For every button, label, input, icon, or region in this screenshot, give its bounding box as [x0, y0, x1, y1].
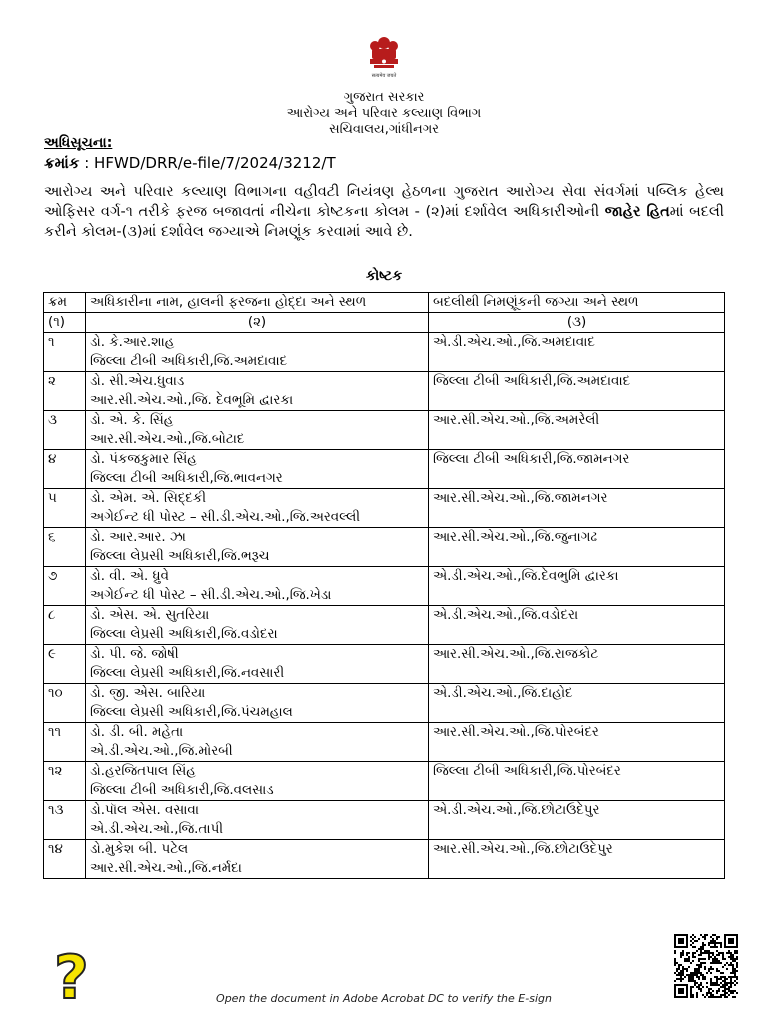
officer-name: ડો. ડી. બી. મહેતા [90, 725, 184, 740]
table-row [44, 801, 725, 840]
row-new-post: આર.સી.એચ.ઓ.,જિ.અમરેલી [429, 411, 725, 450]
officer-current-post: જિલ્લા લેપ્રસી અધિકારી,જિ.ભરૂચ [90, 549, 270, 564]
row-new-post: જિલ્લા ટીબી અધિકારી,જિ.અમદાવાદ [429, 372, 725, 411]
row-officer [86, 606, 429, 645]
row-officer [86, 411, 429, 450]
row-officer [86, 801, 429, 840]
row-serial: ૧૩ [44, 801, 86, 840]
body-text-part2: માં બદલી કરીને કોલમ-(૩)માં દર્શાવેલ જગ્યાએ નિમણૂંક કરવામાં આવે છે. [44, 204, 724, 240]
transfer-table [43, 292, 725, 879]
row-officer [86, 489, 429, 528]
qr-code-icon [674, 934, 738, 998]
table-header-row [44, 293, 725, 313]
officer-name: ડો.પૉલ એસ. વસાવા [90, 803, 200, 818]
row-new-post: આર.સી.એચ.ઓ.,જિ.પોરબંદર [429, 723, 725, 762]
officer-current-post: જિલ્લા લેપ્રસી અધિકારી,જિ.વડોદરા [90, 627, 278, 642]
table-row [44, 840, 725, 879]
table-row [44, 645, 725, 684]
row-serial: ૪ [44, 450, 86, 489]
reference-label: ક્રમાંક [44, 154, 80, 172]
row-serial: ૧ [44, 333, 86, 372]
table-row [44, 762, 725, 801]
reference-value: : HFWD/DRR/e-file/7/2024/3212/T [84, 154, 336, 172]
officer-current-post: એ.ડી.એચ.ઓ.,જિ.તાપી [90, 822, 224, 837]
col-num-2: (૨) [86, 313, 429, 333]
col-num-1: (૧) [44, 313, 86, 333]
row-officer [86, 450, 429, 489]
row-serial: ૧૦ [44, 684, 86, 723]
body-text-bold: જાહેર હિત [604, 204, 670, 220]
officer-name: ડો. એસ. એ. સુતરિયા [90, 608, 210, 623]
row-serial: ૯ [44, 645, 86, 684]
table-row [44, 333, 725, 372]
row-serial: ૧૪ [44, 840, 86, 879]
body-text-part1: આરોગ્ય અને પરિવાર કલ્યાણ વિભાગના વહીવટી નિયંત્રણ હેઠળના ગુજરાત આરોગ્ય સેવા સંવર્ગમાં પબ્લિક હેલ્થ ઓફિસર વર્ગ-૧ તરીકે ફરજ બજાવતાં નીચેના કોષ્ટકના કોલમ - (૨)માં દર્શાવેલ અધિકારીઓની [44, 184, 724, 220]
row-serial: ૧૧ [44, 723, 86, 762]
table-row [44, 372, 725, 411]
esign-verify-note: Open the document in Adobe Acrobat DC to verify the E-sign [216, 992, 552, 1005]
row-serial: ૮ [44, 606, 86, 645]
row-serial: ૩ [44, 411, 86, 450]
officer-current-post: આર.સી.એચ.ઓ.,જિ.બોટાદ [90, 432, 245, 447]
row-officer [86, 528, 429, 567]
table-row [44, 411, 725, 450]
govt-title: ગુજરાત સરકાર [343, 90, 425, 105]
row-officer [86, 840, 429, 879]
header-officer: અધિકારીના નામ, હાલની ફરજના હોદ્દા અને સ્થળ [86, 293, 429, 313]
officer-current-post: આર.સી.એચ.ઓ.,જિ. દેવભૂમિ દ્વારકા [90, 393, 294, 408]
row-serial: ૨ [44, 372, 86, 411]
table-row [44, 606, 725, 645]
officer-name: ડો. એ. કે. સિંહ [90, 413, 174, 428]
row-serial: ૭ [44, 567, 86, 606]
row-officer [86, 645, 429, 684]
row-new-post: જિલ્લા ટીબી અધિકારી,જિ.પોરબંદર [429, 762, 725, 801]
header-new-post: બદલીથી નિમણૂંકની જગ્યા અને સ્થળ [429, 293, 725, 313]
table-row [44, 567, 725, 606]
row-serial: ૫ [44, 489, 86, 528]
table-row [44, 450, 725, 489]
row-officer [86, 684, 429, 723]
department-title: આરોગ્ય અને પરિવાર કલ્યાણ વિભાગ [286, 106, 482, 121]
reference-number [44, 154, 336, 172]
row-new-post: આર.સી.એચ.ઓ.,જિ.જુનાગઢ [429, 528, 725, 567]
table-row [44, 723, 725, 762]
row-new-post: આર.સી.એચ.ઓ.,જિ.જામનગર [429, 489, 725, 528]
column-number-row [44, 313, 725, 333]
officer-current-post: જિલ્લા ટીબી અધિકારી,જિ.ભાવનગર [90, 471, 283, 486]
office-location: સચિવાલય,ગાંધીનગર [329, 122, 439, 137]
officer-current-post: જિલ્લા લેપ્રસી અધિકારી,જિ.નવસારી [90, 666, 285, 681]
officer-name: ડો.મુકેશ બી. પટેલ [90, 842, 189, 857]
national-emblem-icon [362, 34, 406, 80]
officer-current-post: અગેઈન્ટ ધી પોસ્ટ – સી.ડી.એચ.ઓ.,જિ.ખેડા [90, 588, 332, 603]
officer-current-post: અગેઈન્ટ ધી પોસ્ટ – સી.ડી.એચ.ઓ.,જિ.અરવલ્લી [90, 510, 361, 525]
row-officer [86, 333, 429, 372]
officer-current-post: જિલ્લા લેપ્રસી અધિકારી,જિ.પંચમહાલ [90, 705, 293, 720]
row-new-post: એ.ડી.એચ.ઓ.,જિ.વડોદરા [429, 606, 725, 645]
officer-name: ડો.હરજિતપાલ સિંહ [90, 764, 196, 779]
officer-name: ડો. સી.એચ.ધુવાડ [90, 374, 185, 389]
header-serial: ક્રમ [44, 293, 86, 313]
officer-name: ડો. પંકજકુમાર સિંહ [90, 452, 197, 467]
officer-current-post: એ.ડી.એચ.ઓ.,જિ.મોરબી [90, 744, 233, 759]
table-row [44, 528, 725, 567]
officer-name: ડો. આર.આર. ઝા [90, 530, 186, 545]
officer-name: ડો. કે.આર.શાહ [90, 335, 175, 350]
row-officer [86, 762, 429, 801]
notification-label: અધિસૂચના: [44, 135, 113, 151]
row-officer [86, 723, 429, 762]
officer-current-post: જિલ્લા ટીબી અધિકારી,જિ.વલસાડ [90, 783, 274, 798]
row-officer [86, 567, 429, 606]
officer-name: ડો. એમ. એ. સિદ્દકી [90, 491, 207, 506]
row-new-post: એ.ડી.એચ.ઓ.,જિ.દાહોદ [429, 684, 725, 723]
col-num-3: (૩) [429, 313, 725, 333]
row-new-post: આર.સી.એચ.ઓ.,જિ.રાજકોટ [429, 645, 725, 684]
row-new-post: આર.સી.એચ.ઓ.,જિ.છોટાઉદેપુર [429, 840, 725, 879]
row-new-post: એ.ડી.એચ.ઓ.,જિ.અમદાવાદ [429, 333, 725, 372]
officer-name: ડો. પી. જે. જોષી [90, 647, 179, 662]
row-new-post: એ.ડી.એચ.ઓ.,જિ.દેવભુમિ દ્વારકા [429, 567, 725, 606]
table-title: કોષ્ટક [365, 268, 403, 284]
row-new-post: એ.ડી.એચ.ઓ.,જિ.છોટાઉદેપુર [429, 801, 725, 840]
table-row [44, 684, 725, 723]
emblem-motto: सत्यमेव जयते [371, 73, 397, 79]
officer-current-post: જિલ્લા ટીબી અધિકારી,જિ.અમદાવાદ [90, 354, 288, 369]
row-serial: ૧૨ [44, 762, 86, 801]
notification-body [44, 182, 724, 242]
question-mark-icon: ? [54, 943, 89, 1013]
officer-name: ડો. વી. એ. ધ્રુવે [90, 569, 169, 584]
row-officer [86, 372, 429, 411]
officer-current-post: આર.સી.એચ.ઓ.,જિ.નર્મદા [90, 861, 242, 876]
row-new-post: જિલ્લા ટીબી અધિકારી,જિ.જામનગર [429, 450, 725, 489]
officer-name: ડો. જી. એસ. બારિયા [90, 686, 206, 701]
table-row [44, 489, 725, 528]
row-serial: ૬ [44, 528, 86, 567]
